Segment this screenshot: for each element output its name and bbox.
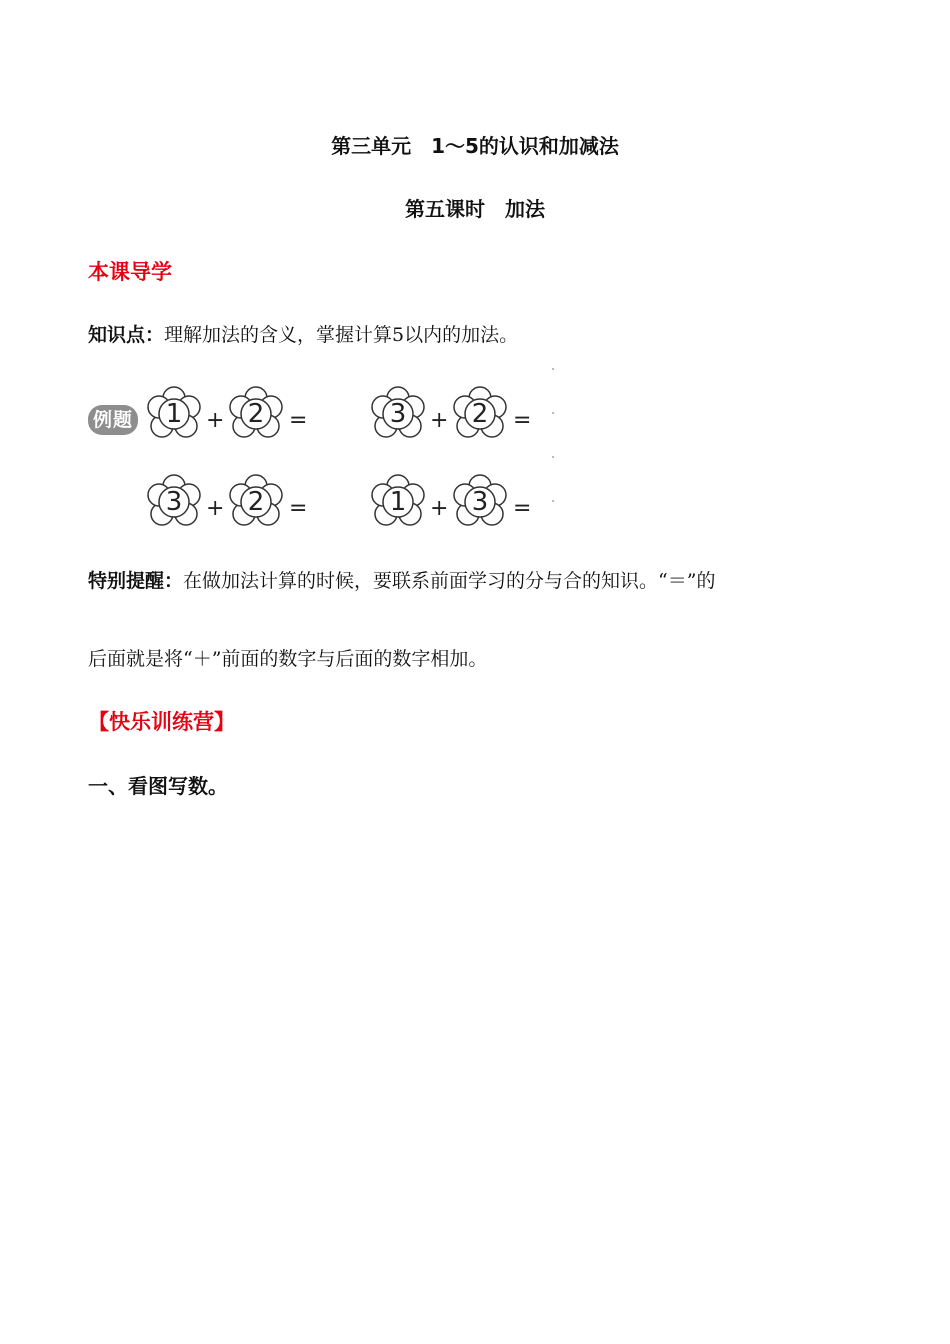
flower-number: 1 <box>389 487 407 517</box>
lesson-title: 第五课时 加法 <box>405 197 545 221</box>
equals-sign: = <box>513 408 532 433</box>
reminder-line-2: 后面就是将“＋”前面的数字与后面的数字相加。 <box>88 648 488 670</box>
flower-number-icon <box>452 474 508 530</box>
flower-number: 3 <box>471 487 489 517</box>
flower-number: 2 <box>247 399 265 429</box>
knowledge-point <box>88 320 518 347</box>
knowledge-text: 理解加法的含义，掌握计算5以内的加法。 <box>164 324 519 346</box>
equals-sign: = <box>289 408 308 433</box>
section-1-heading: 一、看图写数。 <box>88 774 228 798</box>
plus-sign: + <box>206 496 225 521</box>
practice-heading: 【快乐训练营】 <box>88 710 235 734</box>
flower-number-icon <box>146 474 202 530</box>
flower-number-icon <box>146 386 202 442</box>
flower-number: 3 <box>389 399 407 429</box>
reminder-label: 特别提醒： <box>88 570 184 592</box>
reminder-text-1: 在做加法计算的时候，要联系前面学习的分与合的知识。“＝”的 <box>183 570 716 592</box>
plus-sign: + <box>206 408 225 433</box>
flower-number: 2 <box>247 487 265 517</box>
flower-number-icon <box>228 474 284 530</box>
knowledge-label: 知识点： <box>88 324 165 346</box>
flower-number: 3 <box>165 487 183 517</box>
plus-sign: + <box>430 496 449 521</box>
plus-sign: + <box>430 408 449 433</box>
dotted-divider <box>552 368 554 528</box>
guide-heading: 本课导学 <box>88 260 172 284</box>
flower-number-icon <box>452 386 508 442</box>
reminder-line-1 <box>88 566 715 593</box>
flower-number-icon <box>370 474 426 530</box>
flower-number: 2 <box>471 399 489 429</box>
equals-sign: = <box>513 496 532 521</box>
flower-number: 1 <box>165 399 183 429</box>
equals-sign: = <box>289 496 308 521</box>
flower-number-icon <box>228 386 284 442</box>
unit-title: 第三单元 1～5的认识和加减法 <box>331 134 619 158</box>
flower-number-icon <box>370 386 426 442</box>
example-badge: 例题 <box>88 405 138 435</box>
